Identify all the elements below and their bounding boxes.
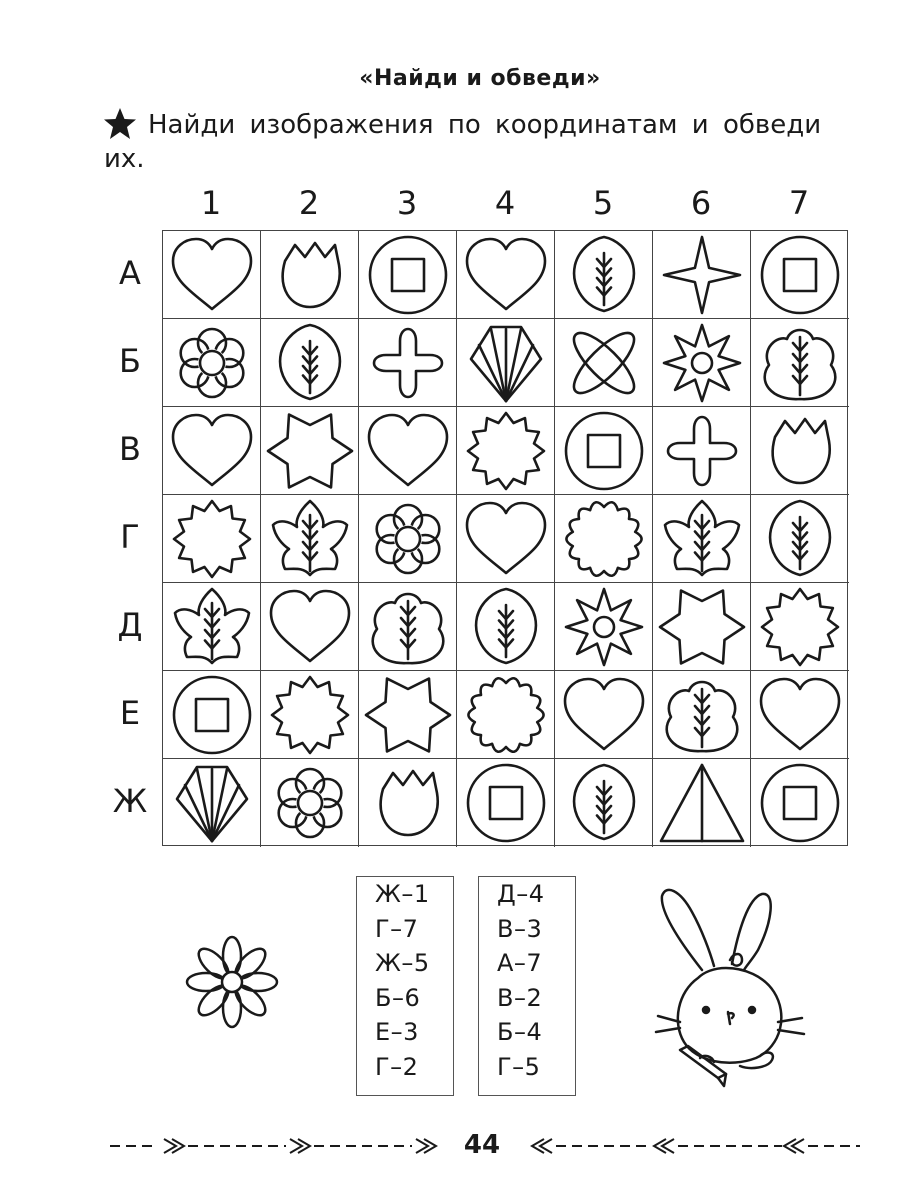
grid-cell[interactable] xyxy=(457,759,555,847)
circle-square-icon xyxy=(751,759,849,847)
tulip-icon xyxy=(751,407,849,495)
circle-square-icon xyxy=(163,671,261,759)
coordinate-item: Г–5 xyxy=(497,1052,541,1081)
shape-grid xyxy=(162,230,848,846)
grid-cell[interactable] xyxy=(359,671,457,759)
three-lobe-leaf-icon xyxy=(751,319,849,407)
leaf-icon xyxy=(555,231,653,319)
circle-square-icon xyxy=(359,231,457,319)
scallop-icon xyxy=(457,671,555,759)
maple-leaf-icon xyxy=(261,495,359,583)
grid-cell[interactable] xyxy=(359,407,457,495)
grid-cell[interactable] xyxy=(359,495,457,583)
task-instruction xyxy=(104,108,864,176)
row-header: В xyxy=(119,430,141,468)
grid-cell[interactable] xyxy=(653,231,751,319)
grid-cell[interactable] xyxy=(261,495,359,583)
page-footer xyxy=(0,1128,900,1168)
cog-star-icon xyxy=(751,583,849,671)
flower-icon xyxy=(163,319,261,407)
sun-icon xyxy=(555,583,653,671)
shell-icon xyxy=(457,319,555,407)
leaf-icon xyxy=(751,495,849,583)
grid-cell[interactable] xyxy=(653,495,751,583)
heart-icon xyxy=(457,495,555,583)
grid-cell[interactable] xyxy=(261,583,359,671)
grid-cell[interactable] xyxy=(751,319,849,407)
scallop-icon xyxy=(555,495,653,583)
leaf-icon xyxy=(457,583,555,671)
grid-cell[interactable] xyxy=(555,759,653,847)
column-header: 2 xyxy=(298,184,320,222)
grid-cell[interactable] xyxy=(163,759,261,847)
grid-cell[interactable] xyxy=(163,671,261,759)
four-point-star-icon xyxy=(653,231,751,319)
grid-cell[interactable] xyxy=(653,671,751,759)
daisy-flower-icon xyxy=(180,930,284,1034)
heart-icon xyxy=(457,231,555,319)
circle-square-icon xyxy=(555,407,653,495)
grid-cell[interactable] xyxy=(359,583,457,671)
heart-icon xyxy=(261,583,359,671)
grid-cell[interactable] xyxy=(751,583,849,671)
grid-cell[interactable] xyxy=(457,495,555,583)
tulip-icon xyxy=(261,231,359,319)
sun-icon xyxy=(653,319,751,407)
six-point-star-icon xyxy=(653,583,751,671)
grid-cell[interactable] xyxy=(261,231,359,319)
coordinates-list-left xyxy=(356,876,454,1096)
column-headers xyxy=(162,184,848,224)
rounded-cross-icon xyxy=(359,319,457,407)
coordinate-item: Д–4 xyxy=(497,880,545,908)
maple-leaf-icon xyxy=(163,583,261,671)
grid-cell[interactable] xyxy=(261,671,359,759)
three-lobe-leaf-icon xyxy=(653,671,751,759)
coordinate-item: В–2 xyxy=(497,983,543,1012)
grid-cell[interactable] xyxy=(555,495,653,583)
six-point-star-icon xyxy=(261,407,359,495)
row-header: Д xyxy=(117,606,143,644)
tulip-icon xyxy=(359,759,457,847)
grid-cell[interactable] xyxy=(751,759,849,847)
column-header: 6 xyxy=(690,184,712,222)
grid-cell[interactable] xyxy=(457,319,555,407)
grid-cell[interactable] xyxy=(653,319,751,407)
grid-cell[interactable] xyxy=(163,495,261,583)
column-header: 7 xyxy=(788,184,810,222)
cog-star-icon xyxy=(261,671,359,759)
cog-star-icon xyxy=(457,407,555,495)
triangle-icon xyxy=(653,759,751,847)
coordinate-item: Б–4 xyxy=(497,1018,543,1046)
coordinate-item: Е–3 xyxy=(375,1018,419,1046)
coordinate-item: В–3 xyxy=(497,914,543,943)
three-lobe-leaf-icon xyxy=(359,583,457,671)
row-header: А xyxy=(119,254,141,292)
grid-cell[interactable] xyxy=(261,759,359,847)
grid-cell[interactable] xyxy=(555,231,653,319)
six-point-star-icon xyxy=(359,671,457,759)
x-petals-icon xyxy=(555,319,653,407)
grid-cell[interactable] xyxy=(653,407,751,495)
grid-cell[interactable] xyxy=(457,407,555,495)
grid-cell[interactable] xyxy=(359,231,457,319)
heart-icon xyxy=(359,407,457,495)
grid-cell[interactable] xyxy=(457,671,555,759)
coordinate-item: А–7 xyxy=(497,949,543,977)
grid-cell[interactable] xyxy=(261,319,359,407)
grid-cell[interactable] xyxy=(555,319,653,407)
grid-cell[interactable] xyxy=(359,759,457,847)
flower-icon xyxy=(261,759,359,847)
row-header: Г xyxy=(120,518,140,556)
page-number: 44 xyxy=(463,1130,501,1160)
column-header: 4 xyxy=(494,184,516,222)
row-header: Е xyxy=(119,694,141,732)
heart-icon xyxy=(163,407,261,495)
grid-cell[interactable] xyxy=(555,583,653,671)
grid-cell[interactable] xyxy=(163,319,261,407)
column-header: 3 xyxy=(396,184,418,222)
heart-icon xyxy=(555,671,653,759)
grid-cell[interactable] xyxy=(163,231,261,319)
coordinate-item: Г–7 xyxy=(375,914,419,943)
heart-icon xyxy=(163,231,261,319)
coordinate-item: Б–6 xyxy=(375,983,421,1012)
grid-cell[interactable] xyxy=(653,759,751,847)
grid-cell[interactable] xyxy=(751,495,849,583)
column-header: 5 xyxy=(592,184,614,222)
cog-star-icon xyxy=(163,495,261,583)
leaf-icon xyxy=(555,759,653,847)
grid-cell[interactable] xyxy=(457,231,555,319)
grid-cell[interactable] xyxy=(261,407,359,495)
grid-cell[interactable] xyxy=(555,407,653,495)
grid-cell[interactable] xyxy=(653,583,751,671)
flower-icon xyxy=(359,495,457,583)
bunny-with-pencil-icon xyxy=(640,882,820,1092)
heart-icon xyxy=(751,671,849,759)
coordinates-list-right xyxy=(478,876,576,1096)
coordinate-item: Ж–5 xyxy=(375,949,430,977)
circle-square-icon xyxy=(457,759,555,847)
maple-leaf-icon xyxy=(653,495,751,583)
column-header: 1 xyxy=(200,184,222,222)
row-header: Б xyxy=(119,342,141,380)
page-title: «Найди и обведи» xyxy=(359,66,601,91)
grid-cell[interactable] xyxy=(163,583,261,671)
grid-cell[interactable] xyxy=(457,583,555,671)
grid-cell[interactable] xyxy=(751,407,849,495)
grid-cell[interactable] xyxy=(555,671,653,759)
grid-cell[interactable] xyxy=(751,671,849,759)
coordinate-item: Г–2 xyxy=(375,1052,419,1081)
rounded-cross-icon xyxy=(653,407,751,495)
coordinate-item: Ж–1 xyxy=(375,880,430,908)
row-header: Ж xyxy=(112,782,148,820)
task-text: Найди изображения по координатам и обведи их. xyxy=(104,110,822,174)
leaf-icon xyxy=(261,319,359,407)
grid-cell[interactable] xyxy=(751,231,849,319)
shell-icon xyxy=(163,759,261,847)
circle-square-icon xyxy=(751,231,849,319)
grid-cell[interactable] xyxy=(163,407,261,495)
star-icon xyxy=(102,106,138,151)
grid-cell[interactable] xyxy=(359,319,457,407)
